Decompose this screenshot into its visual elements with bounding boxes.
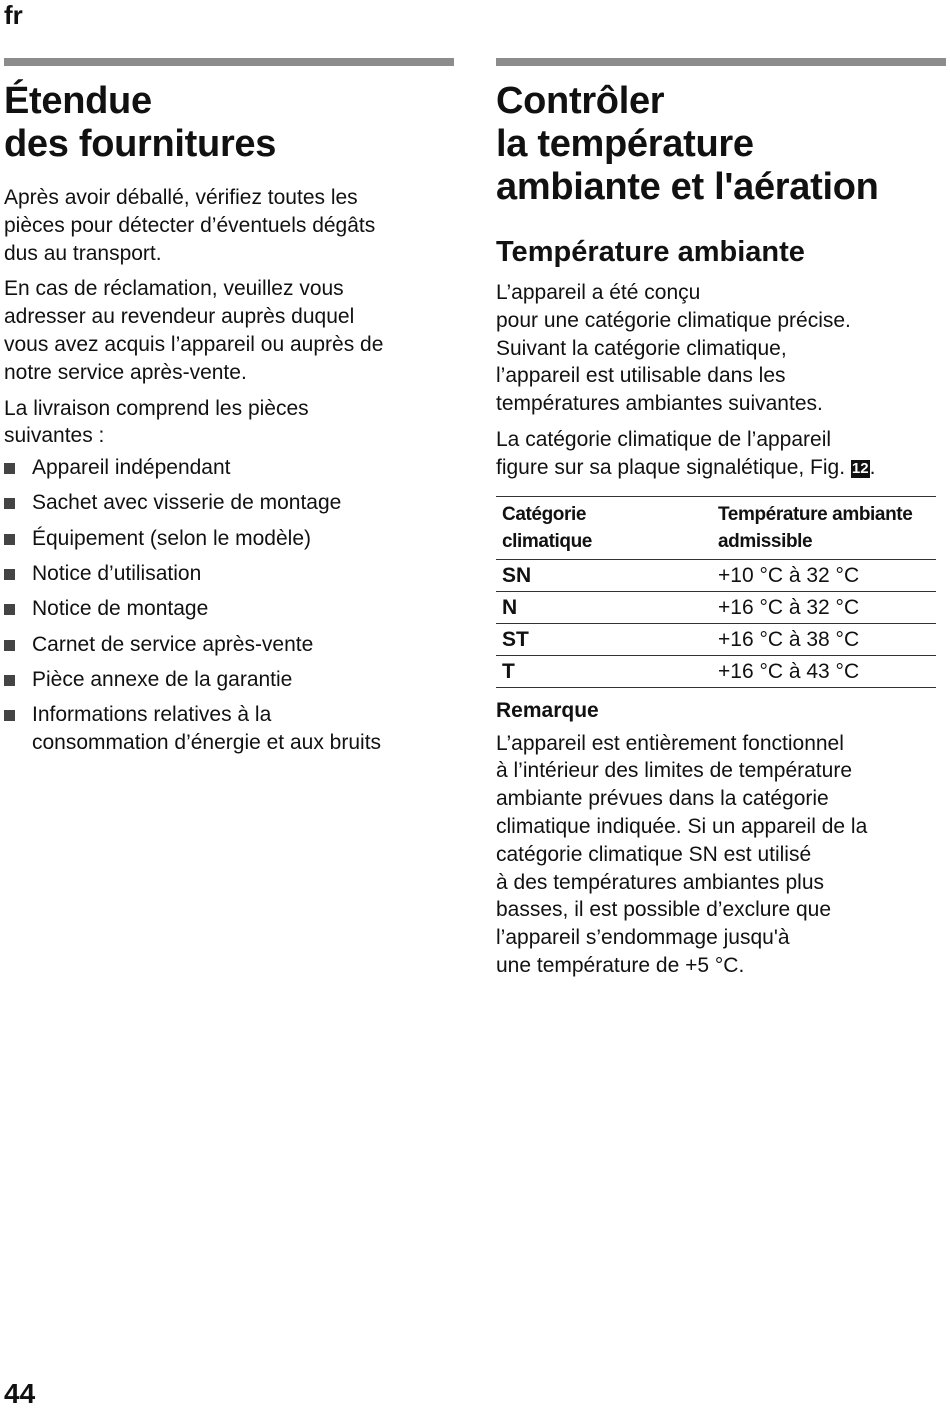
text-line: pièces pour détecter d’éventuels dégâts bbox=[4, 213, 376, 237]
delivery-scope-section bbox=[4, 58, 454, 764]
paragraph bbox=[4, 275, 454, 386]
table-cell: +16 °C à 43 °C bbox=[712, 655, 936, 687]
square-bullet-icon bbox=[4, 569, 15, 580]
column-header: Catégorie climatique bbox=[496, 496, 712, 559]
list-item: Informations relatives à la consommation d’énergie et aux bruits bbox=[4, 701, 454, 757]
list-item: Carnet de service après-vente bbox=[4, 631, 454, 659]
list-item: Notice d’utilisation bbox=[4, 560, 454, 588]
page-number: 44 bbox=[4, 1378, 36, 1409]
title-line: Contrôler bbox=[496, 80, 665, 122]
list-item: Pièce annexe de la garantie bbox=[4, 666, 454, 694]
text-line: catégorie climatique SN est utilisé bbox=[496, 842, 812, 866]
text-line: notre service après-vente. bbox=[4, 360, 247, 384]
title-line: ambiante et l'aération bbox=[496, 166, 879, 208]
table-cell: SN bbox=[496, 559, 712, 591]
paragraph bbox=[496, 426, 946, 482]
square-bullet-icon bbox=[4, 675, 15, 686]
text-line: à des températures ambiantes plus bbox=[496, 870, 825, 894]
table-cell: ST bbox=[496, 623, 712, 655]
text-line: suivantes : bbox=[4, 424, 105, 448]
figure-reference-badge: 12 bbox=[851, 459, 869, 477]
text-line: dus au transport. bbox=[4, 241, 162, 265]
table-row bbox=[496, 623, 936, 655]
delivery-items-list bbox=[4, 454, 454, 757]
language-label: fr bbox=[4, 0, 23, 30]
text-line: La catégorie climatique de l’appareil bbox=[496, 427, 832, 451]
paragraph bbox=[4, 395, 454, 451]
table-cell: N bbox=[496, 591, 712, 623]
temperature-section bbox=[496, 58, 946, 988]
table-cell: +16 °C à 38 °C bbox=[712, 623, 936, 655]
text-line: Après avoir déballé, vérifiez toutes les bbox=[4, 186, 358, 209]
text-line: En cas de réclamation, veuillez vous bbox=[4, 277, 344, 301]
text-line: une température de +5 °C. bbox=[496, 953, 745, 977]
text-line: ambiante prévues dans la catégorie bbox=[496, 787, 829, 811]
subsection-title: Température ambiante bbox=[496, 236, 805, 268]
text-line: à l’intérieur des limites de température bbox=[496, 759, 852, 783]
table-row bbox=[496, 591, 936, 623]
table-cell: +16 °C à 32 °C bbox=[712, 591, 936, 623]
text-line: Suivant la catégorie climatique, bbox=[496, 336, 787, 360]
list-item: Sachet avec visserie de montage bbox=[4, 489, 454, 517]
square-bullet-icon bbox=[4, 534, 15, 545]
paragraph bbox=[4, 184, 454, 267]
section-divider bbox=[496, 58, 946, 66]
text-line: La livraison comprend les pièces bbox=[4, 396, 309, 420]
table-header-row bbox=[496, 496, 936, 559]
list-item: Notice de montage bbox=[4, 595, 454, 623]
square-bullet-icon bbox=[4, 463, 15, 474]
list-item: Appareil indépendant bbox=[4, 454, 454, 482]
text-line: L’appareil a été conçu bbox=[496, 281, 701, 304]
square-bullet-icon bbox=[4, 640, 15, 651]
title-line: la température bbox=[496, 123, 754, 165]
text-line: l’appareil est utilisable dans les bbox=[496, 364, 786, 388]
table-cell: +10 °C à 32 °C bbox=[712, 559, 936, 591]
text-line: adresser au revendeur auprès duquel bbox=[4, 305, 355, 329]
text-line: L’appareil est entièrement fonctionnel bbox=[496, 731, 844, 755]
text-line: climatique indiquée. Si un appareil de la bbox=[496, 814, 868, 838]
text-line: pour une catégorie climatique précise. bbox=[496, 308, 851, 332]
square-bullet-icon bbox=[4, 604, 15, 615]
paragraph bbox=[496, 279, 946, 418]
climate-class-table bbox=[496, 496, 936, 688]
text-line: vous avez acquis l’appareil ou auprès de bbox=[4, 332, 384, 356]
title-line: des fournitures bbox=[4, 123, 277, 165]
text-line: basses, il est possible d’exclure que bbox=[496, 898, 832, 922]
section-title bbox=[4, 80, 454, 166]
text-line: l’appareil s’endommage jusqu'à bbox=[496, 926, 790, 950]
table-cell: T bbox=[496, 655, 712, 687]
square-bullet-icon bbox=[4, 498, 15, 509]
text-line: températures ambiantes suivantes. bbox=[496, 392, 823, 416]
note-paragraph bbox=[496, 730, 946, 980]
text-line: figure sur sa plaque signalétique, Fig. 12. bbox=[496, 455, 876, 479]
list-item: Équipement (selon le modèle) bbox=[4, 525, 454, 553]
square-bullet-icon bbox=[4, 710, 15, 721]
note-title: Remarque bbox=[496, 698, 599, 722]
table-row bbox=[496, 559, 936, 591]
section-title bbox=[496, 80, 946, 209]
column-header: Température ambiante admissible bbox=[712, 496, 936, 559]
section-divider bbox=[4, 58, 454, 66]
table-row bbox=[496, 655, 936, 687]
title-line: Étendue bbox=[4, 80, 152, 122]
